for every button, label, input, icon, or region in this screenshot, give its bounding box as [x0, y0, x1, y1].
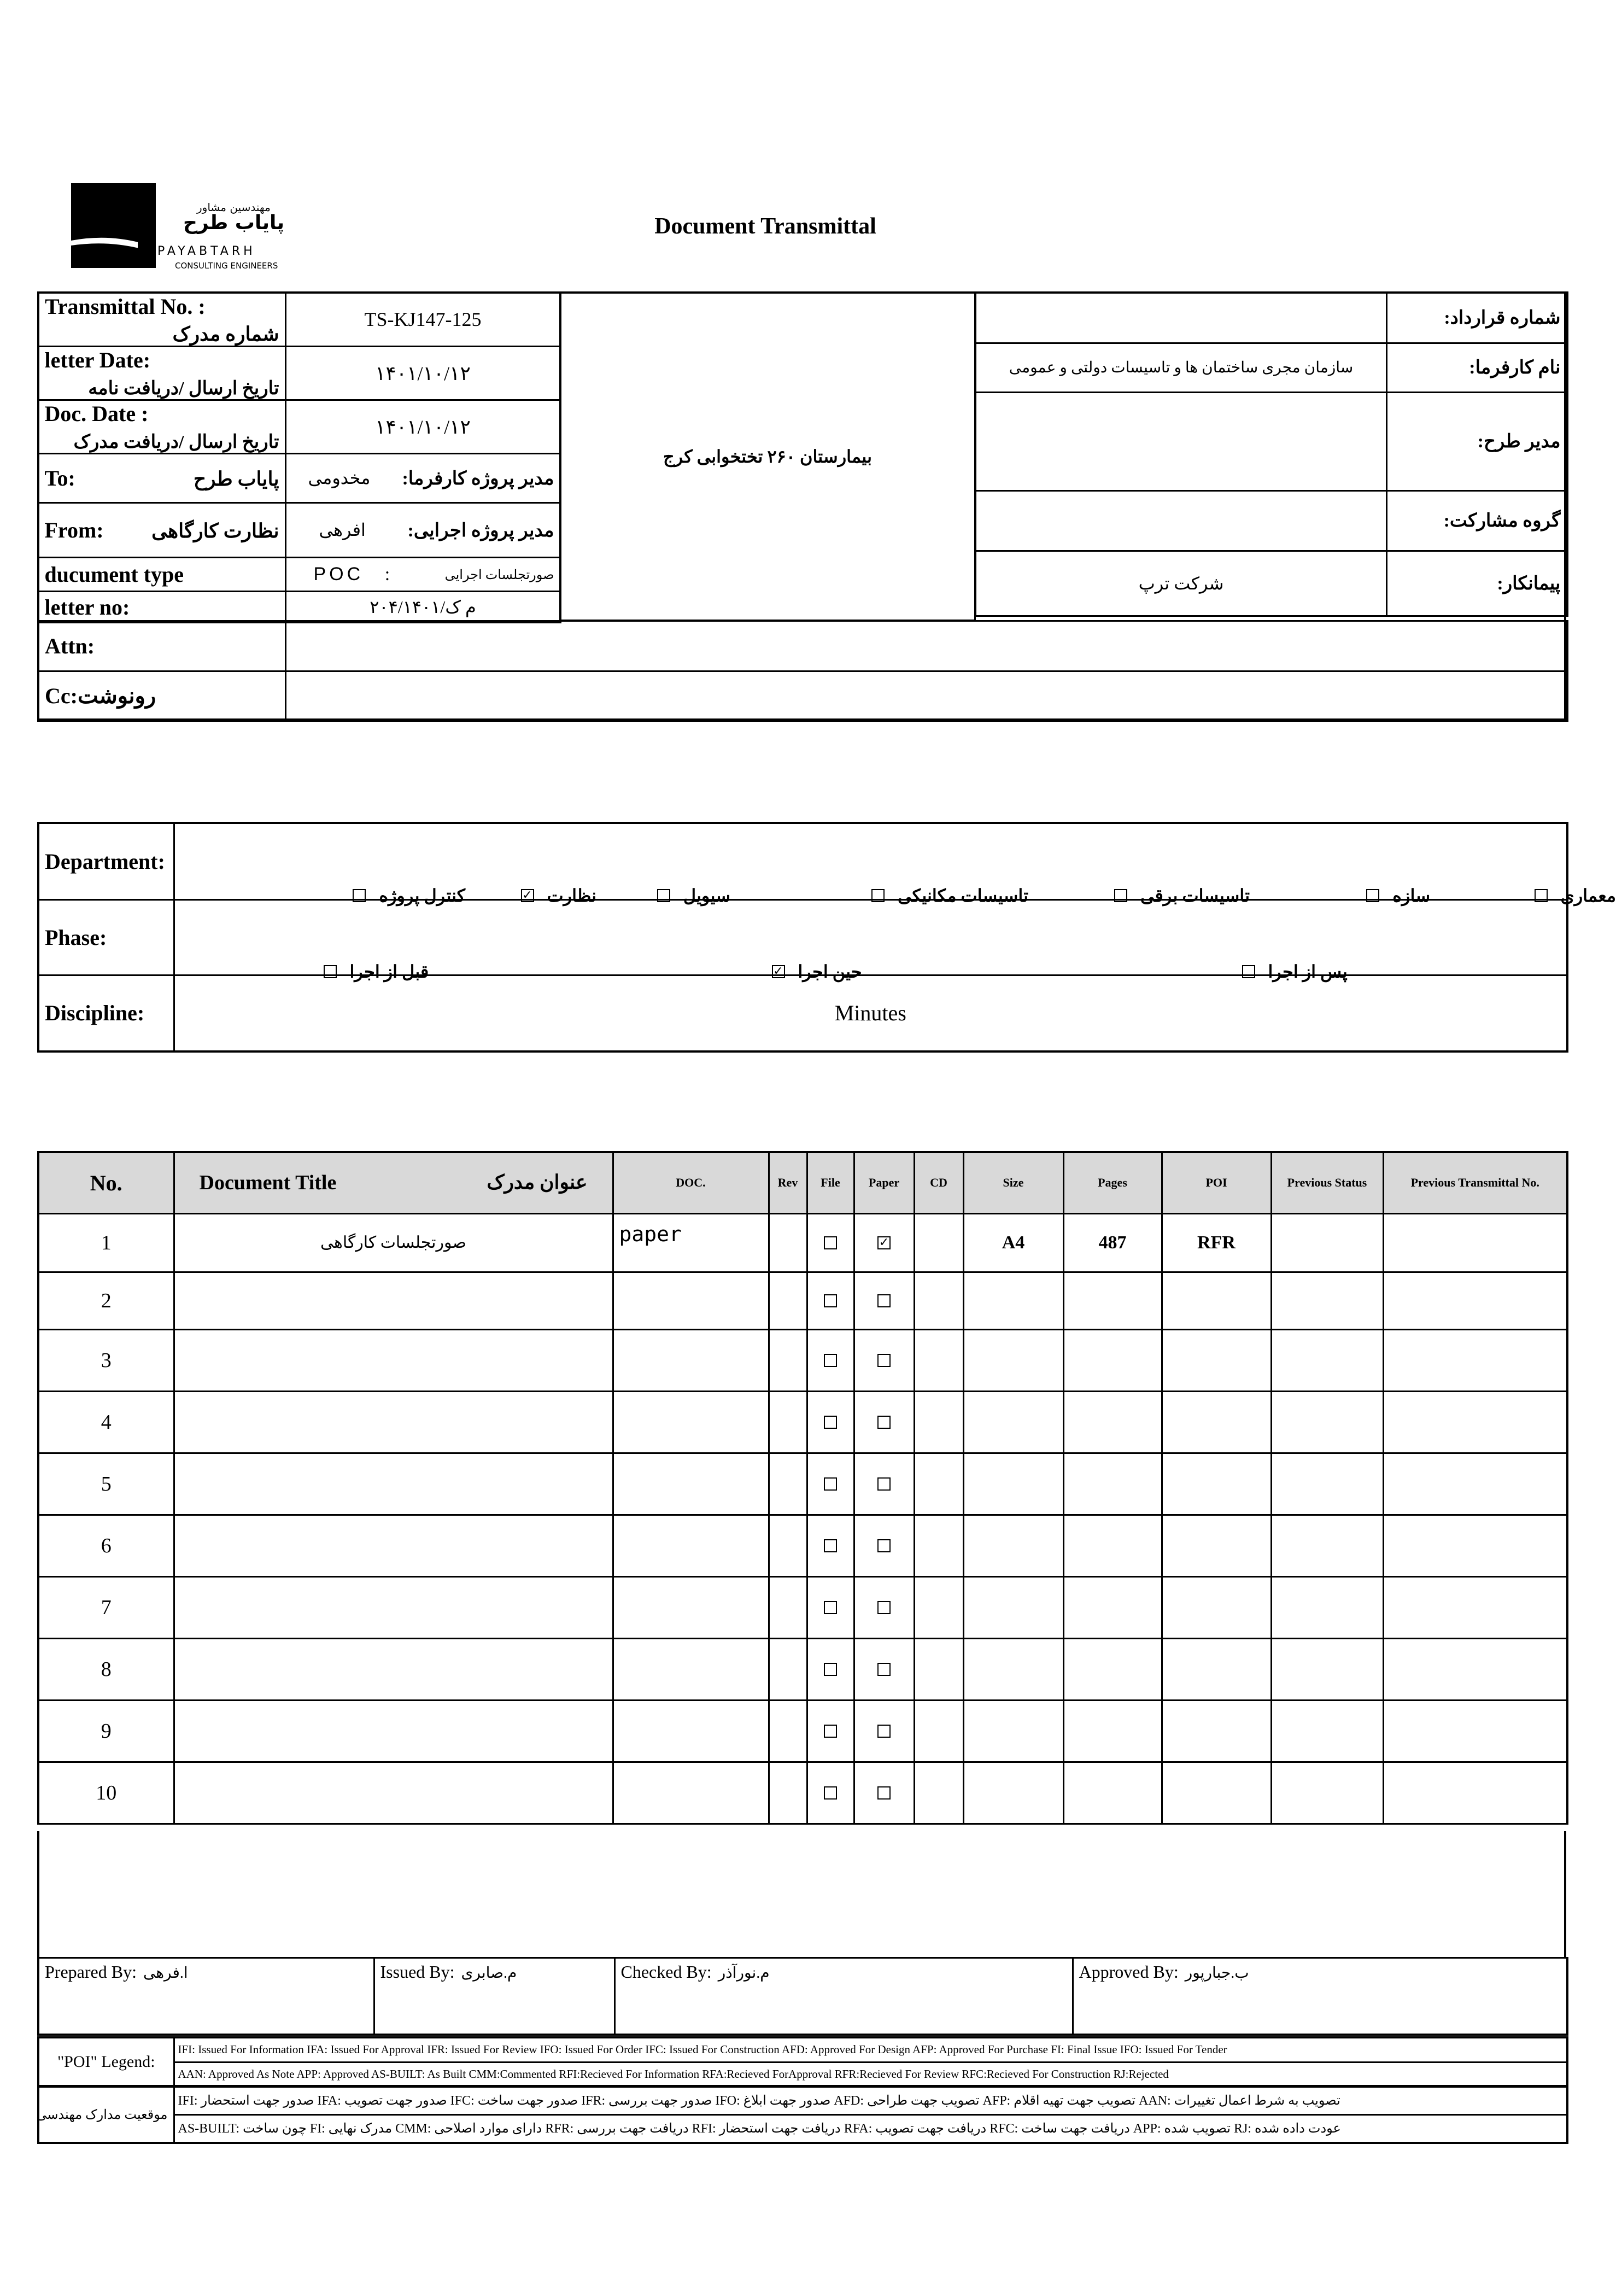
row-rev [769, 1638, 807, 1700]
department-option-label: تاسیسات مکانیکی [897, 886, 1028, 906]
row-poi [1162, 1391, 1271, 1453]
row-title [174, 1329, 613, 1391]
approved-label: Approved By: [1079, 1962, 1179, 1982]
row-poi [1162, 1272, 1271, 1329]
transmittal-no-cell [38, 293, 285, 347]
file-checkbox[interactable] [824, 1477, 837, 1491]
row-rev [769, 1391, 807, 1453]
phase-option [772, 961, 862, 982]
row-size [963, 1576, 1063, 1638]
row-poi [1162, 1453, 1271, 1515]
table-row [38, 1576, 1567, 1638]
col-no: No. [38, 1152, 174, 1213]
to-role: مدیر پروژه کارفرما: [402, 468, 554, 489]
contractor-value: شرکت ترپ [976, 551, 1387, 616]
paper-checkbox[interactable] [877, 1539, 891, 1552]
from-name-fa: نظارت کارگاهی [151, 520, 279, 542]
to-label: To: [44, 466, 75, 490]
row-paper [854, 1700, 914, 1762]
employer-value: سازمان مجری ساختمان ها و تاسیسات دولتی و عمومی [976, 343, 1387, 392]
transmittal-no-value: TS-KJ147-125 [285, 293, 560, 347]
to-person: مخدومی [308, 468, 371, 488]
file-checkbox[interactable] [824, 1601, 837, 1614]
paper-checkbox[interactable] [877, 1663, 891, 1676]
row-file [807, 1638, 854, 1700]
row-prev-transmittal [1383, 1700, 1567, 1762]
row-cd [914, 1213, 963, 1272]
checked-name: م.نورآذر [718, 1965, 770, 1982]
header-left-table [37, 291, 561, 623]
col-prev-status: Previous Status [1271, 1152, 1383, 1213]
designer-value [976, 392, 1387, 490]
col-pages: Pages [1063, 1152, 1162, 1213]
legend-table [37, 2036, 1568, 2088]
letterno-label: letter no: [38, 592, 285, 623]
doc-date-cell [38, 400, 285, 454]
row-prev-transmittal [1383, 1329, 1567, 1391]
letter-date-label: letter Date: [44, 348, 151, 372]
row-paper [854, 1272, 914, 1329]
phase-option-label: قبل از اجرا [349, 962, 429, 982]
row-no: 1 [38, 1213, 174, 1272]
transmittal-no-label: Transmittal No. : [45, 294, 206, 319]
row-prev-status [1271, 1213, 1383, 1272]
row-paper [854, 1576, 914, 1638]
row-paper [854, 1453, 914, 1515]
file-checkbox[interactable] [824, 1663, 837, 1676]
paper-checkbox[interactable] [877, 1416, 891, 1429]
table-row [38, 1391, 1567, 1453]
row-doc: paper [613, 1213, 769, 1272]
row-poi [1162, 1515, 1271, 1576]
row-file [807, 1329, 854, 1391]
row-pages [1063, 1391, 1162, 1453]
logo-mark-icon [71, 183, 156, 268]
paper-checkbox[interactable] [877, 1786, 891, 1800]
from-role: مدیر پروژه اجرایی: [407, 520, 554, 541]
row-no: 5 [38, 1453, 174, 1515]
doctype-fa: صورتجلسات اجرایی [444, 568, 554, 582]
legend-line-3: IFI: صدور جهت استحضار IFA: صدور جهت تصویب IFC: صدور جهت ساخت IFR: صدور جهت بررسی IFO: صدور جهت ابلاغ AFD: تصویب جهت طراحی AFP: تصویب جهت تهیه اقلام AAN: تصویب به شرط اعمال تغییرات [174, 2086, 1567, 2114]
row-cd [914, 1576, 963, 1638]
row-title [174, 1700, 613, 1762]
row-prev-status [1271, 1762, 1383, 1824]
row-cd [914, 1762, 963, 1824]
logo [71, 183, 290, 271]
paper-checkbox[interactable]: ✓ [877, 1236, 891, 1249]
row-title [174, 1638, 613, 1700]
row-paper [854, 1213, 914, 1272]
legend-line-1: IFI: Issued For Information IFA: Issued For Approval IFR: Issued For Review IFO: Issued For Order IFC: Issued For Construction AFD: Approved For Design AFP: Approved For Purchase FI: Final Issue IFO: Issued For Tender [174, 2037, 1567, 2062]
letter-date-cell [38, 347, 285, 400]
discipline-value: Minutes [174, 975, 1567, 1051]
table-row [38, 1213, 1567, 1272]
row-prev-status [1271, 1272, 1383, 1329]
table-row [38, 1453, 1567, 1515]
from-person: افرهی [319, 519, 366, 540]
row-no: 2 [38, 1272, 174, 1329]
row-poi [1162, 1576, 1271, 1638]
col-doc: DOC. [613, 1152, 769, 1213]
doc-date-label: Doc. Date : [44, 401, 149, 426]
attn-value[interactable] [285, 621, 1567, 671]
row-rev [769, 1272, 807, 1329]
row-prev-transmittal [1383, 1576, 1567, 1638]
row-file [807, 1515, 854, 1576]
row-doc [613, 1272, 769, 1329]
row-rev [769, 1213, 807, 1272]
row-poi [1162, 1762, 1271, 1824]
row-cd [914, 1638, 963, 1700]
prepared-label: Prepared By: [45, 1962, 137, 1982]
row-file [807, 1213, 854, 1272]
col-file: File [807, 1152, 854, 1213]
row-file [807, 1576, 854, 1638]
file-checkbox[interactable] [824, 1236, 837, 1249]
file-checkbox[interactable] [824, 1354, 837, 1367]
row-no: 6 [38, 1515, 174, 1576]
paper-checkbox[interactable] [877, 1354, 891, 1367]
col-poi: POI [1162, 1152, 1271, 1213]
phase-option [1242, 961, 1348, 982]
table-row [38, 1329, 1567, 1391]
row-pages [1063, 1576, 1162, 1638]
contract-no-label: شماره قرارداد: [1387, 293, 1567, 343]
header-right-table [975, 291, 1568, 617]
phase-checkbox[interactable] [324, 965, 337, 978]
row-cd [914, 1329, 963, 1391]
paper-checkbox[interactable] [877, 1294, 891, 1307]
row-cd [914, 1515, 963, 1576]
logo-top-text: مهندسین مشاور [197, 201, 271, 214]
row-size [963, 1453, 1063, 1515]
row-no: 8 [38, 1638, 174, 1700]
row-doc [613, 1762, 769, 1824]
to-cell [38, 454, 285, 503]
remarks-area[interactable] [37, 1831, 1566, 1958]
row-prev-transmittal [1383, 1515, 1567, 1576]
row-size [963, 1762, 1063, 1824]
row-prev-status [1271, 1453, 1383, 1515]
attn-label: Attn: [38, 621, 285, 671]
row-file [807, 1762, 854, 1824]
row-prev-status [1271, 1515, 1383, 1576]
row-pages [1063, 1272, 1162, 1329]
row-size [963, 1272, 1063, 1329]
row-size: A4 [963, 1213, 1063, 1272]
row-pages [1063, 1700, 1162, 1762]
row-pages [1063, 1329, 1162, 1391]
department-option-label: سیویل [683, 886, 730, 906]
row-size [963, 1515, 1063, 1576]
row-file [807, 1700, 854, 1762]
poi-legend-label: "POI" Legend: [38, 2037, 174, 2087]
row-no: 4 [38, 1391, 174, 1453]
employer-label: نام کارفرما: [1387, 343, 1567, 392]
row-no: 3 [38, 1329, 174, 1391]
col-rev: Rev [769, 1152, 807, 1213]
phase-option-label: حین اجرا [798, 962, 862, 982]
row-prev-status [1271, 1391, 1383, 1453]
row-doc [613, 1391, 769, 1453]
from-cell [38, 503, 285, 558]
legend-fa-table [37, 2085, 1568, 2144]
department-checkbox[interactable]: ✓ [521, 889, 534, 902]
doctype-label: ducument type [38, 558, 285, 592]
phase-option-label: پس از اجرا [1268, 962, 1348, 982]
row-pages [1063, 1453, 1162, 1515]
row-pages [1063, 1515, 1162, 1576]
logo-name-fa: پایاب طرح [183, 212, 285, 234]
department-option-label: سازه [1392, 886, 1430, 906]
paper-checkbox[interactable] [877, 1601, 891, 1614]
partner-label: گروه مشارکت: [1387, 490, 1567, 551]
table-row [38, 1638, 1567, 1700]
signoff-table [37, 1957, 1568, 2036]
table-row [38, 1762, 1567, 1824]
row-title [174, 1453, 613, 1515]
row-prev-status [1271, 1576, 1383, 1638]
row-doc [613, 1453, 769, 1515]
table-row [38, 1515, 1567, 1576]
row-pages [1063, 1762, 1162, 1824]
row-size [963, 1391, 1063, 1453]
project-name: بیمارستان ۲۶۰ تختخوابی کرج [559, 291, 976, 621]
row-title [174, 1391, 613, 1453]
row-no: 9 [38, 1700, 174, 1762]
documents-table [37, 1151, 1568, 1825]
file-checkbox[interactable] [824, 1786, 837, 1800]
row-no: 7 [38, 1576, 174, 1638]
legend-line-4: AS-BUILT: چون ساخت FI: مدرک نهایی CMM: دارای موارد اصلاحی RFR: دریافت جهت بررسی RFI: دریافت جهت استحضار RFA: دریافت جهت تصویب RFC: دریافت جهت ساخت APP: تصویب شده RJ: عودت داده شده [174, 2114, 1567, 2143]
row-paper [854, 1638, 914, 1700]
discipline-label: Discipline: [38, 975, 174, 1051]
row-poi: RFR [1162, 1213, 1271, 1272]
row-prev-status [1271, 1700, 1383, 1762]
col-size: Size [963, 1152, 1063, 1213]
prepared-name: ا.فرهی [143, 1965, 188, 1982]
approved-name: ب.جبارپور [1185, 1965, 1249, 1982]
row-prev-transmittal [1383, 1391, 1567, 1453]
phase-options [174, 899, 1567, 982]
col-paper: Paper [854, 1152, 914, 1213]
row-doc [613, 1576, 769, 1638]
department-table [37, 822, 1616, 1053]
to-name-fa: پایاب طرح [193, 468, 279, 490]
row-prev-transmittal [1383, 1762, 1567, 1824]
row-cd [914, 1700, 963, 1762]
transmittal-no-label-fa: شماره مدرک [172, 323, 279, 345]
row-pages [1063, 1638, 1162, 1700]
department-options [174, 823, 1616, 906]
row-title [174, 1272, 613, 1329]
approved-cell [1073, 1958, 1567, 2035]
row-doc [613, 1329, 769, 1391]
row-title [174, 1762, 613, 1824]
partner-value [976, 490, 1387, 551]
phase-label: Phase: [38, 899, 174, 975]
row-size [963, 1329, 1063, 1391]
attn-cc-table [37, 620, 1568, 722]
letter-date-label-fa: تاریخ ارسال /دریافت نامه [88, 378, 279, 399]
doctype-value: POC [313, 564, 364, 585]
department-label: Department: [38, 823, 174, 899]
row-rev [769, 1515, 807, 1576]
row-file [807, 1453, 854, 1515]
checked-cell [614, 1958, 1073, 2035]
department-option-label: معماری [1560, 886, 1616, 906]
row-paper [854, 1329, 914, 1391]
row-file [807, 1272, 854, 1329]
to-role-cell [285, 454, 560, 503]
col-title [174, 1152, 613, 1213]
row-no: 10 [38, 1762, 174, 1824]
doctype-sep: : [384, 564, 390, 585]
department-option-label: کنترل پروژه [379, 886, 465, 906]
logo-subtitle: CONSULTING ENGINEERS [175, 261, 278, 271]
legend-fa-label: موقعیت مدارک مهندسی [38, 2086, 174, 2143]
paper-checkbox[interactable] [877, 1725, 891, 1738]
letterno-value: ۲۰۴/م ک/۱۴۰۱ [285, 592, 560, 623]
checked-label: Checked By: [620, 1962, 712, 1982]
row-doc [613, 1700, 769, 1762]
row-prev-status [1271, 1329, 1383, 1391]
issued-label: Issued By: [380, 1962, 455, 1982]
row-doc [613, 1515, 769, 1576]
prepared-cell [38, 1958, 374, 2035]
row-file [807, 1391, 854, 1453]
row-size [963, 1638, 1063, 1700]
row-prev-status [1271, 1638, 1383, 1700]
row-cd [914, 1391, 963, 1453]
cc-label: Cc:رونوشت [38, 671, 285, 721]
contractor-label: پیمانکار: [1387, 551, 1567, 616]
contract-no-value [976, 293, 1387, 343]
designer-label: مدیر طرح: [1387, 392, 1567, 490]
phase-checkbox[interactable]: ✓ [772, 965, 785, 978]
row-rev [769, 1762, 807, 1824]
row-cd [914, 1453, 963, 1515]
row-pages: 487 [1063, 1213, 1162, 1272]
row-poi [1162, 1700, 1271, 1762]
file-checkbox[interactable] [824, 1725, 837, 1738]
file-checkbox[interactable] [824, 1416, 837, 1429]
row-rev [769, 1329, 807, 1391]
doc-date-label-fa: تاریخ ارسال /دریافت مدرک [73, 432, 279, 452]
paper-checkbox[interactable] [877, 1477, 891, 1491]
logo-name-en: PAYABTARH [157, 244, 256, 258]
cc-value[interactable] [285, 671, 1567, 721]
from-label: From: [44, 518, 104, 542]
row-title [174, 1515, 613, 1576]
table-row [38, 1272, 1567, 1329]
col-title-fa: عنوان مدرک [487, 1171, 588, 1194]
row-rev [769, 1576, 807, 1638]
row-prev-transmittal [1383, 1638, 1567, 1700]
row-poi [1162, 1638, 1271, 1700]
department-option-label: نظارت [547, 886, 596, 906]
department-option-label: تاسیسات برقی [1140, 886, 1250, 906]
legend-line-2: AAN: Approved As Note APP: Approved AS-BUILT: As Built CMM:Commented RFI:Recieved For Information RFA:Recieved ForApproval RFR:Recieved For Review RFC:Recieved For Construction RJ:Rejected [174, 2062, 1567, 2087]
row-prev-transmittal [1383, 1453, 1567, 1515]
phase-checkbox[interactable] [1242, 965, 1255, 978]
row-rev [769, 1453, 807, 1515]
row-cd [914, 1272, 963, 1329]
doc-date-value: ۱۴۰۱/۱۰/۱۲ [285, 400, 560, 454]
row-prev-transmittal [1383, 1272, 1567, 1329]
row-paper [854, 1515, 914, 1576]
row-size [963, 1700, 1063, 1762]
file-checkbox[interactable] [824, 1539, 837, 1552]
table-row [38, 1700, 1567, 1762]
row-paper [854, 1762, 914, 1824]
doctype-cell [285, 558, 560, 592]
letter-date-value: ۱۴۰۱/۱۰/۱۲ [285, 347, 560, 400]
row-rev [769, 1700, 807, 1762]
row-poi [1162, 1329, 1271, 1391]
row-prev-transmittal [1383, 1213, 1567, 1272]
page-title: Document Transmittal [654, 214, 876, 239]
issued-name: م.صابری [461, 1965, 517, 1982]
from-role-cell [285, 503, 560, 558]
row-doc [613, 1638, 769, 1700]
row-paper [854, 1391, 914, 1453]
col-title-en: Document Title [199, 1171, 337, 1195]
row-title [174, 1576, 613, 1638]
issued-cell [374, 1958, 614, 2035]
col-prev-transmittal: Previous Transmittal No. [1383, 1152, 1567, 1213]
row-title: صورتجلسات کارگاهی [174, 1213, 613, 1272]
col-cd: CD [914, 1152, 963, 1213]
phase-option [324, 961, 429, 982]
file-checkbox[interactable] [824, 1294, 837, 1307]
